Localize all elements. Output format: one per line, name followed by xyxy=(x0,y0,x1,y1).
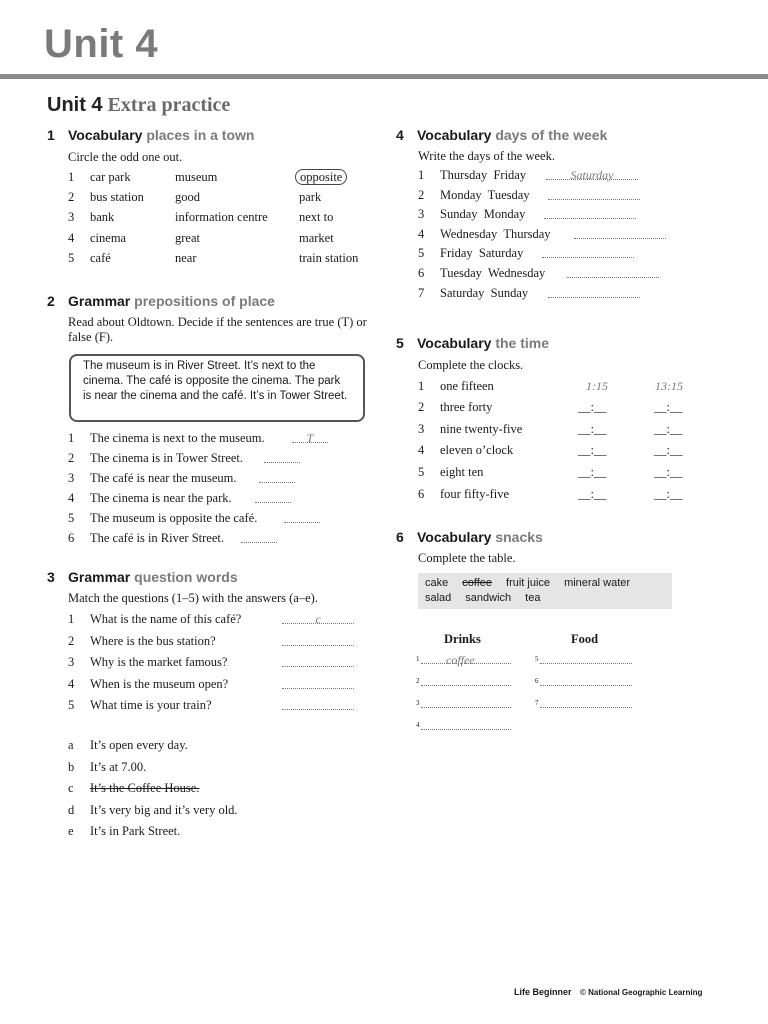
section-1-instruction: Circle the odd one out. xyxy=(68,150,183,164)
true-false-row: 3 The café is near the museum. xyxy=(68,471,368,489)
answer-field[interactable] xyxy=(544,207,636,219)
drinks-line: 3 xyxy=(416,699,512,711)
time-24h-field[interactable]: __:__ xyxy=(654,422,683,436)
clock-row: 4 eleven o’clock __:__ __:__ xyxy=(418,443,683,457)
footer-book: Life Beginner xyxy=(514,987,572,997)
clock-row: 5 eight ten __:__ __:__ xyxy=(418,465,683,479)
reading-text-box: The museum is in River Street. It’s next to the cinema. The café is opposite the cinema. The park is near the cinema and the café. It’s in Tower Street. xyxy=(69,354,365,422)
days-row: 5 Friday Saturday xyxy=(418,246,678,264)
time-12h-field[interactable]: __:__ xyxy=(578,443,607,457)
answer-field[interactable]: coffee xyxy=(446,653,475,667)
days-row: 4 Wednesday Thursday xyxy=(418,227,678,245)
answer-option: b It’s at 7.00. xyxy=(68,760,147,774)
time-24h-field[interactable]: 13:15 xyxy=(655,379,683,393)
clock-row: 2 three forty __:__ __:__ xyxy=(418,400,683,414)
drinks-line: 1 coffee xyxy=(416,655,512,667)
page-heading xyxy=(47,94,230,117)
time-24h-field[interactable]: __:__ xyxy=(654,465,683,479)
answer-field[interactable] xyxy=(574,227,666,239)
section-5-instruction: Complete the clocks. xyxy=(418,358,524,372)
page-heading-unit: Unit 4 xyxy=(47,94,103,116)
answer-field[interactable] xyxy=(259,471,295,483)
question-row: 3 Why is the market famous? xyxy=(68,655,358,673)
answer-field[interactable] xyxy=(241,531,277,543)
time-12h-field[interactable]: __:__ xyxy=(578,400,607,414)
true-false-row: 1 The cinema is next to the museum. T xyxy=(68,431,368,449)
answer-field[interactable] xyxy=(282,698,354,710)
answer-field[interactable] xyxy=(282,677,354,689)
answer-option: e It’s in Park Street. xyxy=(68,824,181,838)
answer-option: c It’s the Coffee House. xyxy=(68,781,200,795)
question-row: 5 What time is your train? xyxy=(68,698,358,716)
word: mineral water xyxy=(564,577,631,589)
food-line: 6 xyxy=(535,677,633,689)
time-12h-field[interactable]: __:__ xyxy=(578,465,607,479)
section-3-title: 3 Grammar question words xyxy=(47,569,238,585)
answer-field[interactable] xyxy=(567,266,659,278)
food-line: 7 xyxy=(535,699,633,711)
days-row: 3 Sunday Monday xyxy=(418,207,678,225)
clock-row: 1 one fifteen 1:15 13:15 xyxy=(418,379,683,393)
section-5-title: 5 Vocabulary the time xyxy=(396,335,550,351)
question-row: 1 What is the name of this café? c xyxy=(68,612,358,630)
time-24h-field[interactable]: __:__ xyxy=(654,400,683,414)
used-answer: It’s the Coffee House. xyxy=(90,781,200,795)
days-row: 1 Thursday Friday Saturday xyxy=(418,168,678,186)
header-rule xyxy=(0,74,768,79)
answer-field[interactable]: Saturday xyxy=(546,168,638,180)
answer-field[interactable] xyxy=(548,286,640,298)
drinks-column-header: Drinks xyxy=(444,632,481,646)
section-2-instruction: Read about Oldtown. Decide if the sentences are true (T) or false (F). xyxy=(68,315,367,344)
unit-title: Unit 4 xyxy=(44,22,159,66)
days-row: 2 Monday Tuesday xyxy=(418,188,678,206)
answer-field[interactable] xyxy=(282,634,354,646)
time-24h-field[interactable]: __:__ xyxy=(654,443,683,457)
time-12h-field[interactable]: 1:15 xyxy=(586,379,608,393)
word: tea xyxy=(525,592,541,604)
days-row: 6 Tuesday Wednesday xyxy=(418,266,678,284)
time-24h-field[interactable]: __:__ xyxy=(654,487,683,501)
answer-field[interactable]: c xyxy=(282,612,354,624)
clock-row: 6 four fifty-five __:__ __:__ xyxy=(418,487,683,501)
footer-copyright: © National Geographic Learning xyxy=(580,988,703,997)
section-4-instruction: Write the days of the week. xyxy=(418,149,555,163)
section-3-instruction: Match the questions (1–5) with the answers (a–e). xyxy=(68,591,318,605)
word: sandwich xyxy=(465,592,512,604)
answer-option: d It’s very big and it’s very old. xyxy=(68,803,238,817)
word: cake xyxy=(425,577,449,589)
time-12h-field[interactable]: __:__ xyxy=(578,422,607,436)
vocab-row: 2 bus station good park xyxy=(68,190,322,204)
question-row: 2 Where is the bus station? xyxy=(68,634,358,652)
drinks-line: 2 xyxy=(416,677,512,689)
vocab-row: 1 car park museum opposite xyxy=(68,170,378,188)
circled-answer: opposite xyxy=(295,169,347,185)
question-row: 4 When is the museum open? xyxy=(68,677,358,695)
word-box xyxy=(418,573,672,609)
page-heading-rest: Extra practice xyxy=(107,94,231,116)
answer-option: a It’s open every day. xyxy=(68,738,188,752)
vocab-row: 5 café near train station xyxy=(68,251,359,265)
answer-field[interactable] xyxy=(264,451,300,463)
answer-field[interactable] xyxy=(542,246,634,258)
food-column-header: Food xyxy=(571,632,599,646)
section-6-title: 6 Vocabulary snacks xyxy=(396,529,543,545)
answer-field[interactable] xyxy=(255,491,291,503)
answer-field[interactable] xyxy=(282,655,354,667)
section-4-title: 4 Vocabulary days of the week xyxy=(396,127,608,143)
used-word: coffee xyxy=(462,577,493,589)
true-false-row: 5 The museum is opposite the café. xyxy=(68,511,368,529)
word: salad xyxy=(425,592,452,604)
true-false-row: 2 The cinema is in Tower Street. xyxy=(68,451,368,469)
true-false-row: 6 The café is in River Street. xyxy=(68,531,368,549)
answer-field[interactable] xyxy=(548,188,640,200)
days-row: 7 Saturday Sunday xyxy=(418,286,678,304)
vocab-row: 4 cinema great market xyxy=(68,231,334,245)
answer-field[interactable] xyxy=(284,511,320,523)
true-false-row: 4 The cinema is near the park. xyxy=(68,491,368,509)
time-12h-field[interactable]: __:__ xyxy=(578,487,607,501)
food-line: 5 xyxy=(535,655,633,667)
clock-row: 3 nine twenty-five __:__ __:__ xyxy=(418,422,683,436)
answer-field[interactable]: T xyxy=(292,431,328,443)
vocab-row: 3 bank information centre next to xyxy=(68,210,334,224)
drinks-line: 4 xyxy=(416,721,512,733)
word: fruit juice xyxy=(506,577,551,589)
section-1-title: 1 Vocabulary places in a town xyxy=(47,127,255,143)
section-6-instruction: Complete the table. xyxy=(418,551,516,565)
section-2-title: 2 Grammar prepositions of place xyxy=(47,293,275,309)
